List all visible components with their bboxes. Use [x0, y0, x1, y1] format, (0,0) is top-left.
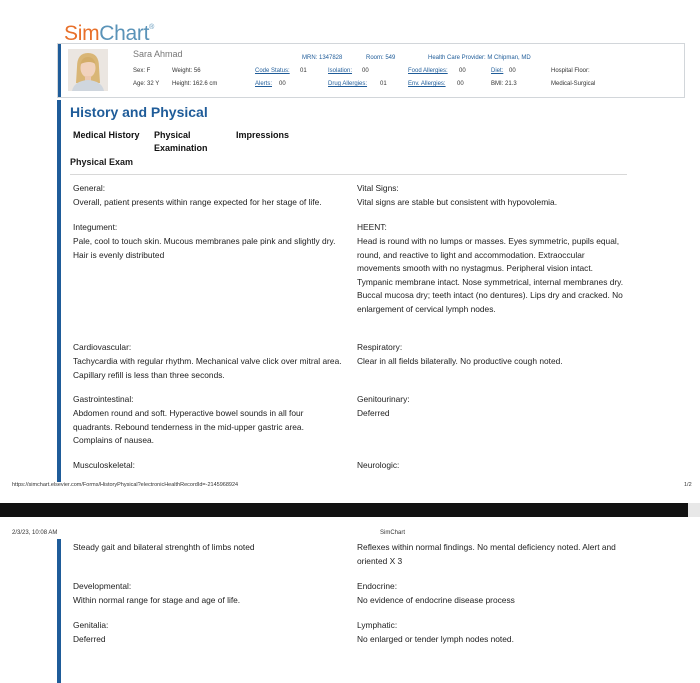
logo-sim-text: Sim — [64, 22, 100, 45]
weight: Weight: 56 — [172, 68, 201, 74]
respiratory-text: Clear in all fields bilaterally. No productive cough noted. — [357, 356, 563, 366]
food-allergies-link[interactable]: Food Allergies: — [408, 68, 448, 74]
lymphatic-label: Lymphatic: — [357, 620, 398, 630]
isolation-link[interactable]: Isolation: — [328, 68, 353, 74]
diet-link[interactable]: Diet: — [491, 68, 504, 74]
gastrointestinal-text: Abdomen round and soft. Hyperactive bowel sounds in all four quadrants. Rebound tenderness in the mid-upper gastric area. Complains of nausea. — [73, 408, 304, 445]
patient-avatar — [68, 49, 108, 91]
section-title: Physical Exam — [70, 157, 134, 167]
genitourinary-text: Deferred — [357, 408, 390, 418]
mrn: MRN: 1347828 — [302, 55, 343, 61]
page-break-bar — [0, 503, 700, 517]
print-date: 2/3/23, 10:08 AM — [12, 530, 58, 536]
musculoskeletal-text: Steady gait and bilateral strenghth of limbs noted — [73, 542, 255, 552]
env-allergies-value: 00 — [457, 81, 464, 87]
hospital-floor-label: Hospital Floor: — [551, 68, 590, 74]
heent-label: HEENT: — [357, 222, 387, 232]
tab-physical-examination[interactable]: Physical Examination — [154, 130, 208, 153]
developmental-label: Developmental: — [73, 581, 132, 591]
vital-signs-text: Vital signs are stable but consistent with hypovolemia. — [357, 197, 558, 207]
logo-registered-mark: ® — [149, 24, 154, 31]
vital-signs-label: Vital Signs: — [357, 183, 399, 193]
musculoskeletal-label: Musculoskeletal: — [73, 460, 135, 470]
page-title: History and Physical — [70, 104, 208, 120]
food-allergies-value: 00 — [459, 68, 466, 74]
room: Room: 549 — [366, 55, 396, 61]
lymphatic-text: No enlarged or tender lymph nodes noted. — [357, 634, 514, 644]
height: Height: 162.6 cm — [172, 81, 218, 87]
print-url: https://simchart.elsevier.com/Forms/HistoryPhysical?electronicHealthRecordId=-2145968924 — [12, 482, 239, 488]
page-number: 1/2 — [684, 482, 692, 488]
neurologic-label: Neurologic: — [357, 460, 400, 470]
endocrine-label: Endocrine: — [357, 581, 398, 591]
logo-chart-text: Chart — [99, 22, 150, 45]
provider: Health Care Provider: M Chipman, MD — [428, 55, 531, 61]
respiratory-label: Respiratory: — [357, 342, 403, 352]
content-accent-bar — [57, 100, 61, 482]
code-status-link[interactable]: Code Status: — [255, 68, 290, 74]
heent-text: Head is round with no lumps or masses. Eyes symmetric, pupils equal, round, and reactive to light and accommodation. Extraoccular movements smooth with no nystagmus. Peripheral vision intact. Tympanic membrane intact. Nose symmetrical, internal membranes dry. Buccal mucosa dry; teeth intact (no dentures). Lips dry and cracked. No enlargement of cervical lymph nodes. — [357, 236, 624, 314]
bmi: BMI: 21.3 — [491, 81, 517, 87]
general-label: General: — [73, 183, 106, 193]
neurologic-text: Reflexes within normal findings. No mental deficiency noted. Alert and oriented X 3 — [357, 542, 616, 566]
endocrine-text: No evidence of endocrine disease process — [357, 595, 515, 605]
section-divider — [70, 174, 627, 175]
content-accent-bar-2 — [57, 539, 61, 683]
alerts-value: 00 — [279, 81, 286, 87]
genitalia-label: Genitalia: — [73, 620, 109, 630]
genitalia-text: Deferred — [73, 634, 106, 644]
general-text: Overall, patient presents within range expected for her stage of life. — [73, 197, 322, 207]
hospital-floor-value: Medical-Surgical — [551, 81, 596, 87]
diet-value: 00 — [509, 68, 516, 74]
gastrointestinal-label: Gastrointestinal: — [73, 394, 134, 404]
patient-name: Sara Ahmad — [133, 49, 183, 59]
alerts-link[interactable]: Alerts: — [255, 81, 273, 87]
code-status-value: 01 — [300, 68, 307, 74]
page-break-edge — [688, 503, 700, 517]
integument-text: Pale, cool to touch skin. Mucous membranes pale pink and slightly dry. Hair is evenly distributed — [73, 236, 336, 260]
genitourinary-label: Genitourinary: — [357, 394, 410, 404]
env-allergies-link[interactable]: Env. Allergies: — [408, 81, 446, 87]
tab-impressions[interactable]: Impressions — [236, 130, 290, 140]
age: Age: 32 Y — [133, 81, 160, 87]
print-site: SimChart — [380, 530, 406, 536]
cardiovascular-label: Cardiovascular: — [73, 342, 132, 352]
isolation-value: 00 — [362, 68, 369, 74]
drug-allergies-link[interactable]: Drug Allergies: — [328, 81, 368, 87]
sex: Sex: F — [133, 68, 151, 74]
tab-medical-history[interactable]: Medical History — [73, 130, 140, 140]
cardiovascular-text: Tachycardia with regular rhythm. Mechanical valve click over mitral area. Capillary refill is less than three seconds. — [73, 356, 342, 380]
developmental-text: Within normal range for stage and age of life. — [73, 595, 241, 605]
drug-allergies-value: 01 — [380, 81, 387, 87]
integument-label: Integument: — [73, 222, 118, 232]
